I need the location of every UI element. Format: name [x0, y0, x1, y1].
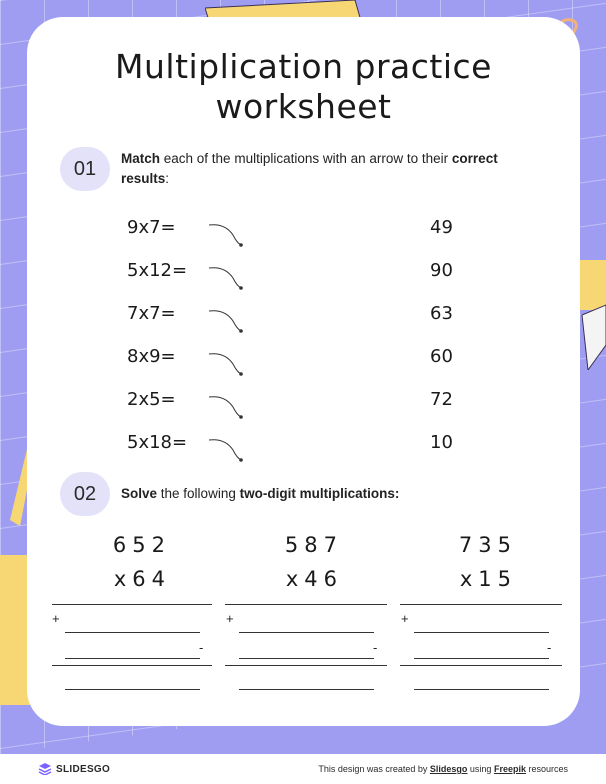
plus-sign: + — [401, 611, 409, 626]
answer-line[interactable] — [239, 689, 374, 690]
answer-line[interactable] — [414, 689, 549, 690]
freepik-link[interactable]: Freepik — [493, 764, 526, 774]
answer-line — [225, 665, 387, 666]
arrow-squiggle[interactable] — [207, 221, 247, 249]
problem-1-bottom: x64 — [113, 567, 171, 591]
section-1-number: 01 — [60, 147, 110, 191]
answer-line[interactable] — [239, 658, 374, 659]
problem-3-bottom: x15 — [459, 567, 517, 591]
problem-1-top: 652 — [112, 533, 171, 557]
equation: 5x18= — [127, 432, 188, 453]
title-line-1: Multiplication practice — [115, 47, 492, 86]
result: 63 — [430, 303, 453, 324]
answer-line — [400, 665, 562, 666]
section-2-instruction: Solve the following two-digit multiplications: — [121, 486, 400, 501]
answer-line — [225, 604, 387, 605]
answer-line[interactable] — [414, 658, 549, 659]
title-line-2: worksheet — [215, 87, 392, 126]
answer-line — [400, 604, 562, 605]
result: 72 — [430, 389, 453, 410]
equation: 7x7= — [127, 303, 176, 324]
result: 60 — [430, 346, 453, 367]
arrow-squiggle[interactable] — [207, 436, 247, 464]
arrow-squiggle[interactable] — [207, 264, 247, 292]
slidesgo-logo-icon — [38, 763, 52, 775]
equation: 9x7= — [127, 217, 176, 238]
footer — [0, 754, 606, 784]
problem-3-top: 735 — [458, 533, 517, 557]
problem-2-bottom: x46 — [285, 567, 343, 591]
result: 10 — [430, 432, 453, 453]
credit-text: This design was created by Slidesgo using Freepik resources — [318, 764, 568, 774]
notebook-decoration — [0, 555, 30, 705]
plus-sign: + — [226, 611, 234, 626]
slidesgo-link[interactable]: Slidesgo — [429, 764, 468, 774]
equation: 8x9= — [127, 346, 176, 367]
minus-sign: - — [547, 640, 552, 655]
answer-line[interactable] — [65, 632, 200, 633]
plus-sign: + — [52, 611, 60, 626]
section-1-instruction: Match each of the multiplications with an arrow to their correct results: — [121, 151, 498, 186]
equation: 5x12= — [127, 260, 188, 281]
minus-sign: - — [199, 640, 204, 655]
page-title — [27, 47, 580, 127]
result: 90 — [430, 260, 453, 281]
section-2-number: 02 — [60, 472, 110, 516]
equation: 2x5= — [127, 389, 176, 410]
worksheet-card — [27, 17, 580, 726]
brand-logo[interactable] — [38, 763, 110, 775]
minus-sign: - — [373, 640, 378, 655]
arrow-squiggle[interactable] — [207, 393, 247, 421]
brand-name: SLIDESGO — [56, 763, 111, 775]
problem-2-top: 587 — [284, 533, 343, 557]
answer-line[interactable] — [65, 689, 200, 690]
arrow-squiggle[interactable] — [207, 350, 247, 378]
arrow-squiggle[interactable] — [207, 307, 247, 335]
ruler-right-decoration — [578, 260, 606, 370]
answer-line — [52, 604, 212, 605]
result: 49 — [430, 217, 453, 238]
answer-line[interactable] — [65, 658, 200, 659]
answer-line[interactable] — [239, 632, 374, 633]
answer-line — [52, 665, 212, 666]
answer-line[interactable] — [414, 632, 549, 633]
